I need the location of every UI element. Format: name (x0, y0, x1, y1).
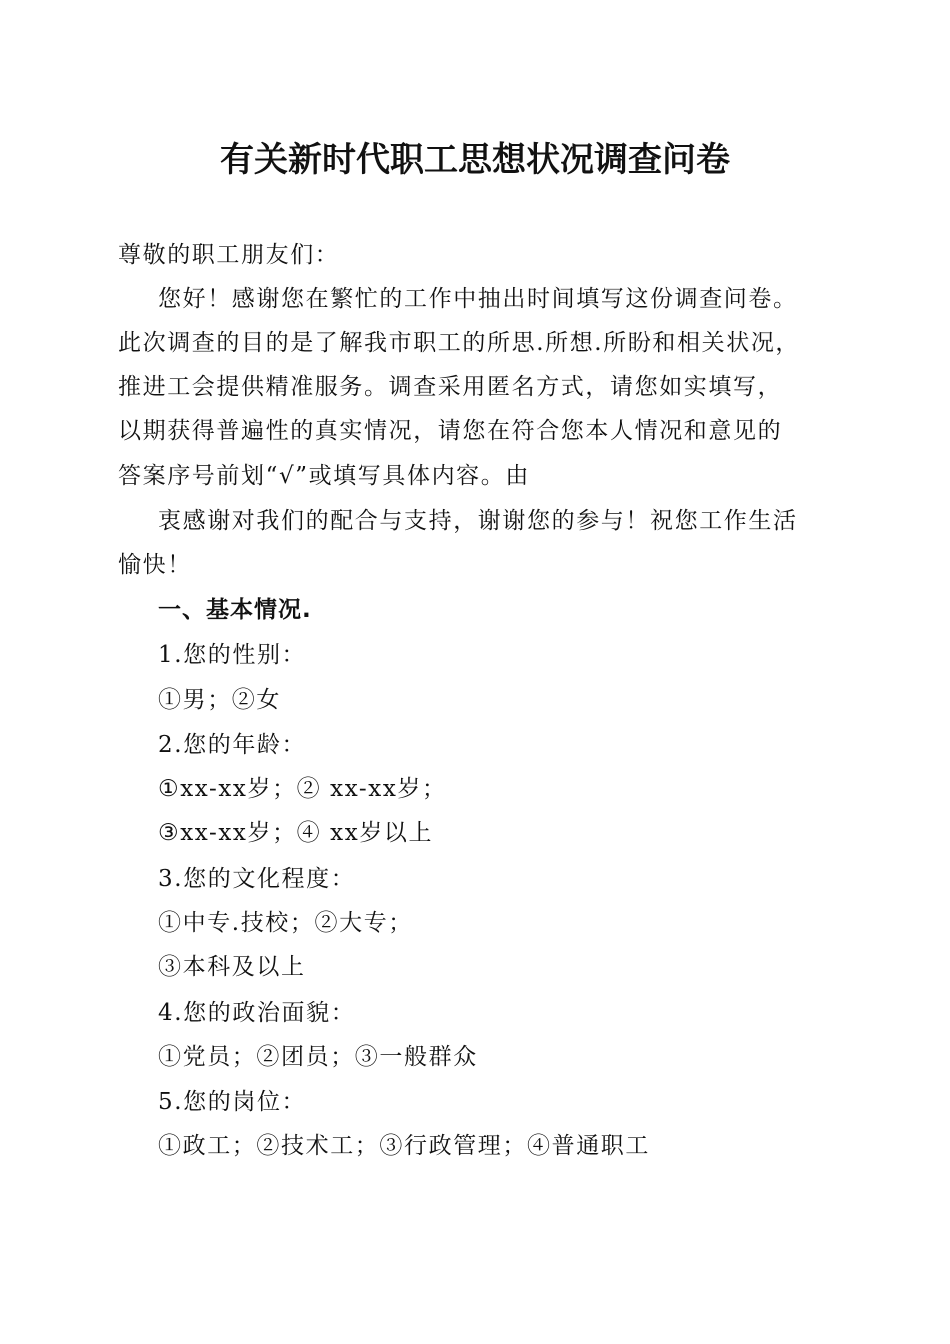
intro-line-4: 以期获得普遍性的真实情况，请您在符合您本人情况和意见的 (118, 418, 783, 444)
document-title: 有关新时代职工思想状况调查问卷 (220, 140, 730, 180)
question-1-options: ①男；②女 (158, 687, 281, 713)
section-heading: 一、基本情况. (158, 597, 312, 623)
question-4-options: ①党员；②团员；③一般群众 (158, 1044, 478, 1070)
question-5: 5.您的岗位： (158, 1089, 307, 1115)
question-1: 1.您的性别： (158, 642, 307, 668)
thanks-line-2: 愉快！ (118, 552, 192, 578)
question-2-options-1: ①xx-xx岁；② xx-xx岁； (158, 776, 447, 802)
question-5-options: ①政工；②技术工；③行政管理；④普通职工 (158, 1133, 650, 1159)
question-3-options-1: ①中专.技校；②大专； (158, 910, 413, 936)
intro-line-5: 答案序号前划“√”或填写具体内容。由 (118, 463, 530, 489)
thanks-line-1: 衷感谢对我们的配合与支持，谢谢您的参与！祝您工作生活 (158, 508, 798, 534)
intro-line-3: 推进工会提供精准服务。调查采用匿名方式，请您如实填写， (118, 374, 783, 400)
intro-line-2: 此次调查的目的是了解我市职工的所思.所想.所盼和相关状况， (118, 330, 801, 356)
question-4: 4.您的政治面貌： (158, 1000, 356, 1026)
question-2: 2.您的年龄： (158, 732, 307, 758)
intro-line-1: 您好！感谢您在繁忙的工作中抽出时间填写这份调查问卷。 (158, 286, 798, 312)
question-3: 3.您的文化程度： (158, 866, 356, 892)
greeting: 尊敬的职工朋友们： (118, 242, 340, 268)
question-2-options-2: ③xx-xx岁；④ xx岁以上 (158, 820, 434, 846)
question-3-options-2: ③本科及以上 (158, 954, 306, 980)
